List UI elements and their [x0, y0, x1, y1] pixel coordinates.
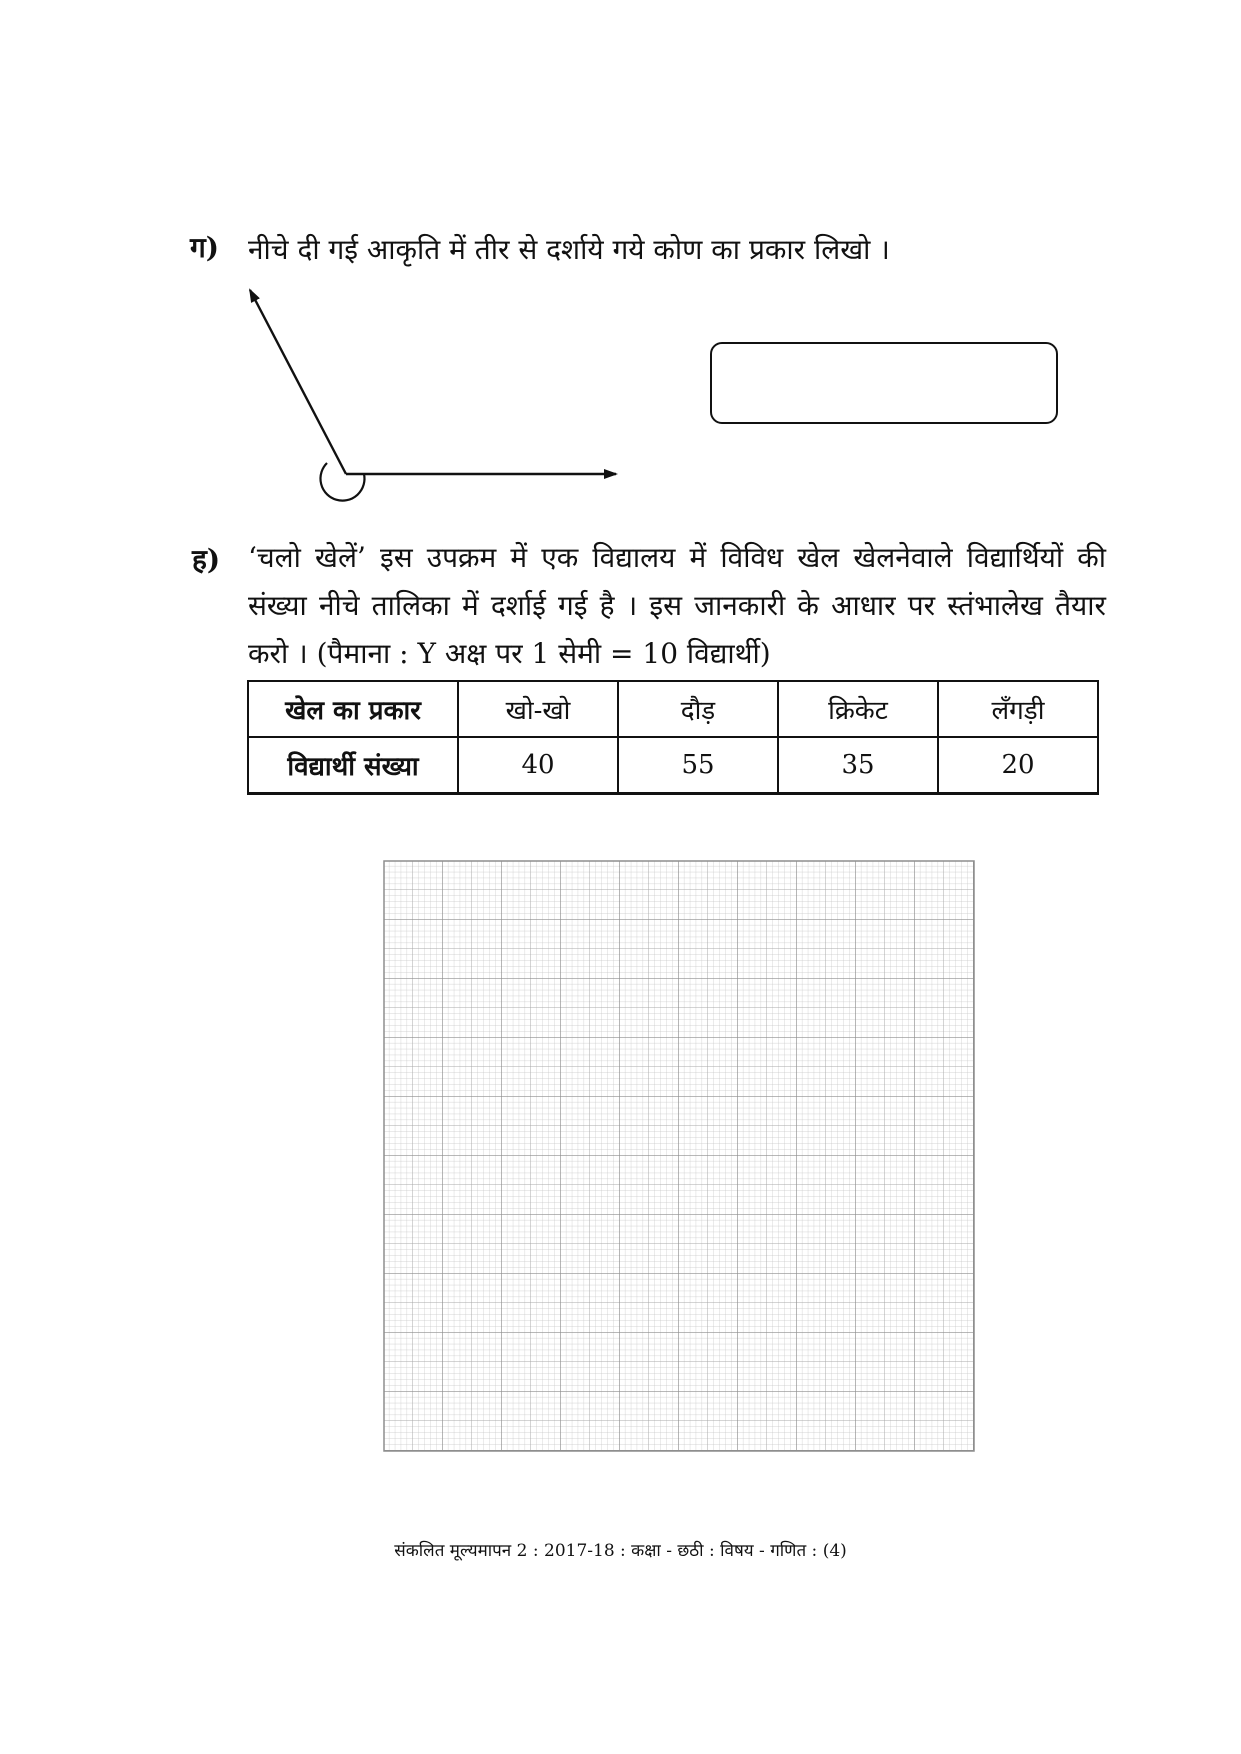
- table-cell-count: 35: [778, 737, 938, 794]
- table-cell-game: लँगड़ी: [938, 681, 1098, 737]
- table-cell-game: खो-खो: [458, 681, 618, 737]
- angle-ray-slanted: [250, 290, 346, 474]
- question-g-text: नीचे दी गई आकृति में तीर से दर्शाये गये कोण का प्रकार लिखो ।: [248, 233, 890, 266]
- table-row-counts: [248, 737, 1098, 794]
- table-cell-count: 40: [458, 737, 618, 794]
- question-g-label: ग): [190, 231, 220, 264]
- table-cell-count: 20: [938, 737, 1098, 794]
- table-cell-game: क्रिकेट: [778, 681, 938, 737]
- table-cell-count: 55: [618, 737, 778, 794]
- data-table: [247, 680, 1099, 795]
- page-footer: संकलित मूल्यमापन 2 : 2017-18 : कक्षा - छठी : विषय - गणित : (4): [394, 1541, 847, 1561]
- table-row-games: [248, 681, 1098, 737]
- table-header-game-type: खेल का प्रकार: [248, 681, 458, 737]
- answer-box[interactable]: [710, 342, 1058, 424]
- graph-paper[interactable]: [383, 860, 977, 1454]
- question-h-text: ‘चलो खेलें’ इस उपक्रम में एक विद्यालय में विविध खेल खेलनेवाले विद्यार्थियों की संख्या नीचे तालिका में दर्शाई गई है । इस जानकारी के आधार पर स्तंभालेख तैयार करो । (पैमाना : Y अक्ष पर 1 सेमी = 10 विद्यार्थी): [248, 541, 1106, 670]
- table-header-student-count: विद्यार्थी संख्या: [248, 737, 458, 794]
- angle-figure: [240, 280, 630, 530]
- table-cell-game: दौड़: [618, 681, 778, 737]
- question-h-label: ह): [192, 543, 221, 576]
